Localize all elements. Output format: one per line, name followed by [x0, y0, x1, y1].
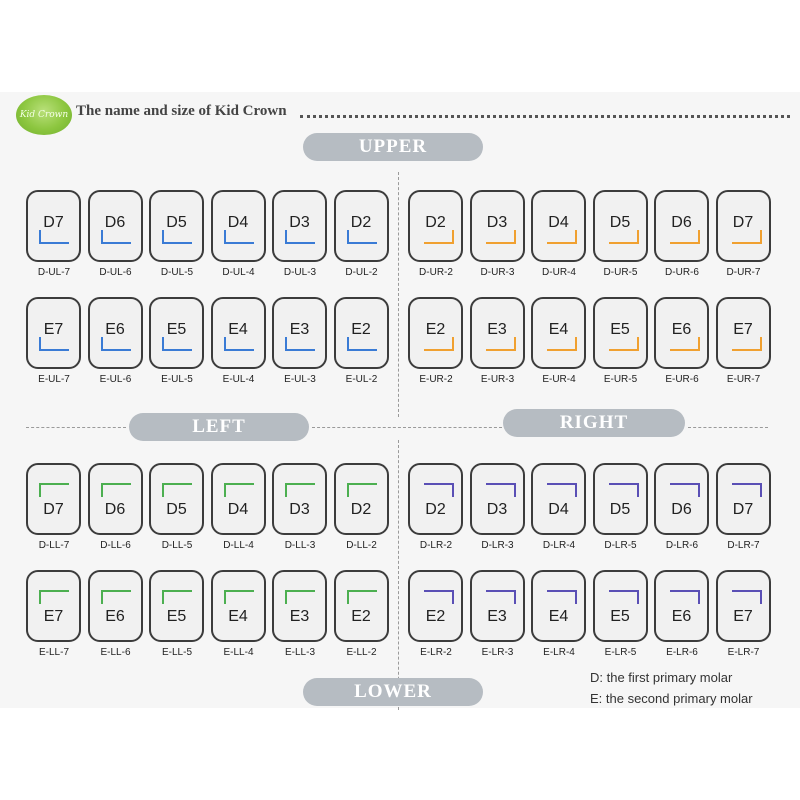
crown-item	[715, 570, 776, 670]
crown-code: D-LL-4	[223, 540, 254, 551]
crown-label: D6	[671, 214, 692, 231]
crown-code: D-UR-5	[603, 267, 638, 278]
quadrant-lower-left	[25, 463, 393, 683]
crown-label: D3	[486, 214, 508, 231]
crown-shape	[470, 190, 525, 262]
crown-size-bracket	[486, 483, 516, 497]
crown-shape	[470, 570, 525, 642]
crown-item	[469, 570, 530, 670]
crown-label: D4	[548, 214, 569, 231]
crown-label: E7	[43, 321, 64, 338]
crown-size-bracket	[162, 590, 192, 604]
crown-code: E-UL-2	[345, 374, 378, 385]
crown-item	[87, 570, 148, 670]
crown-item	[530, 463, 591, 563]
crown-label: E3	[487, 608, 507, 625]
crown-code: E-LR-5	[604, 647, 637, 658]
crown-shape	[26, 297, 81, 369]
crown-item	[87, 297, 148, 397]
crown-shape	[716, 297, 771, 369]
crown-size-bracket	[39, 230, 69, 244]
crown-code: D-LL-7	[38, 540, 70, 551]
crown-shape	[88, 463, 143, 535]
crown-size-bracket	[670, 230, 700, 244]
crown-code: E-UL-4	[222, 374, 255, 385]
crown-item	[210, 190, 271, 290]
crown-code: E-UR-3	[480, 374, 515, 385]
crown-code: D-UR-6	[665, 267, 699, 278]
crown-code: D-LL-5	[161, 540, 193, 551]
quadrant-lower-right	[407, 463, 775, 683]
crown-code: E-UL-6	[99, 374, 132, 385]
crown-label: E3	[289, 321, 310, 338]
crown-shape	[408, 463, 463, 535]
crown-code: E-UL-5	[161, 374, 193, 385]
crown-size-bracket	[424, 337, 454, 351]
crown-item	[592, 190, 653, 290]
crown-size-bracket	[39, 337, 69, 351]
crown-code: E-LL-4	[223, 647, 254, 658]
crown-code: E-UR-5	[603, 374, 638, 385]
crown-code: D-UL-7	[37, 267, 71, 278]
crown-code: E-UL-3	[284, 374, 316, 385]
vertical-divider-lower	[398, 440, 399, 710]
crown-code: E-LL-3	[284, 647, 315, 658]
crown-shape	[26, 570, 81, 642]
crown-shape	[334, 297, 389, 369]
crown-shape	[716, 463, 771, 535]
crown-code: D-UR-2	[419, 267, 453, 278]
crown-label: D3	[486, 501, 508, 518]
crown-code: D-LR-4	[542, 540, 576, 551]
crown-size-bracket	[609, 337, 639, 351]
crown-shape	[593, 190, 648, 262]
crown-size-bracket	[486, 337, 516, 351]
crown-item	[333, 463, 394, 563]
crown-item	[469, 463, 530, 563]
crown-size-bracket	[162, 230, 192, 244]
crown-item	[333, 190, 394, 290]
crown-size-bracket	[101, 337, 131, 351]
crown-size-bracket	[101, 590, 131, 604]
crown-code: D-LL-6	[100, 540, 131, 551]
logo-text: Kid Crown	[19, 110, 69, 120]
crown-code: E-LR-4	[543, 647, 575, 658]
crown-size-bracket	[39, 590, 69, 604]
crown-code: E-LR-7	[727, 647, 760, 658]
crown-item	[530, 570, 591, 670]
crown-size-bracket	[547, 590, 577, 604]
vertical-divider-upper	[398, 172, 399, 417]
crown-shape	[531, 570, 586, 642]
crown-label: D2	[350, 501, 372, 518]
upper-label: UPPER	[303, 133, 483, 161]
crown-shape	[716, 190, 771, 262]
crown-label: D3	[289, 501, 310, 518]
crown-size-bracket	[424, 590, 454, 604]
crown-label: E4	[228, 608, 248, 625]
crown-label: E3	[289, 608, 310, 625]
crown-label: E4	[548, 608, 569, 625]
crown-label: E5	[610, 321, 630, 338]
crown-label: D5	[609, 501, 631, 518]
crown-item	[148, 297, 209, 397]
crown-code: D-LL-3	[284, 540, 316, 551]
crown-label: E7	[733, 321, 753, 338]
crown-size-bracket	[670, 483, 700, 497]
crown-item	[715, 190, 776, 290]
crown-size-bracket	[285, 230, 315, 244]
crown-shape	[211, 463, 266, 535]
crown-shape	[334, 190, 389, 262]
horizontal-divider-left	[26, 427, 126, 428]
crown-label: D5	[166, 214, 187, 231]
crown-item	[715, 297, 776, 397]
crown-shape	[408, 190, 463, 262]
crown-label: E2	[351, 608, 371, 625]
crown-item	[271, 570, 332, 670]
crown-shape	[88, 297, 143, 369]
crown-shape	[716, 570, 771, 642]
crown-size-bracket	[670, 337, 700, 351]
crown-size-bracket	[424, 483, 454, 497]
crown-item	[715, 463, 776, 563]
crown-code: E-LR-2	[420, 647, 452, 658]
crown-label: E5	[610, 608, 630, 625]
crown-item	[148, 463, 209, 563]
crown-label: D2	[425, 214, 446, 231]
crown-item	[530, 297, 591, 397]
crown-label: D7	[732, 214, 754, 231]
crown-label: E7	[43, 608, 64, 625]
crown-size-bracket	[347, 337, 377, 351]
crown-size-bracket	[732, 590, 762, 604]
crown-size-bracket	[285, 590, 315, 604]
legend-e: E: the second primary molar	[590, 691, 753, 706]
crown-item	[210, 463, 271, 563]
crown-label: D2	[425, 501, 446, 518]
crown-size-bracket	[547, 483, 577, 497]
crown-shape	[654, 463, 709, 535]
crown-size-bracket	[424, 230, 454, 244]
quadrant-upper-left	[25, 190, 393, 410]
crown-label: E2	[351, 321, 371, 338]
crown-code: D-LR-2	[419, 540, 453, 551]
crown-item	[210, 297, 271, 397]
crown-code: D-UR-3	[480, 267, 515, 278]
legend-d: D: the first primary molar	[590, 670, 733, 685]
crown-shape	[272, 190, 327, 262]
crown-code: E-LR-6	[666, 647, 698, 658]
crown-code: E-UR-6	[665, 374, 699, 385]
crown-label: E2	[425, 608, 446, 625]
left-label: LEFT	[129, 413, 309, 441]
crown-shape	[272, 297, 327, 369]
crown-label: E5	[166, 608, 187, 625]
crown-shape	[88, 570, 143, 642]
crown-item	[407, 463, 468, 563]
crown-item	[87, 463, 148, 563]
crown-code: E-LL-6	[100, 647, 131, 658]
quadrant-upper-right	[407, 190, 775, 410]
crown-shape	[531, 190, 586, 262]
crown-shape	[211, 570, 266, 642]
crown-code: D-LR-6	[665, 540, 699, 551]
crown-shape	[149, 297, 204, 369]
crown-code: D-LR-3	[481, 540, 514, 551]
crown-item	[407, 570, 468, 670]
horizontal-divider-center	[312, 427, 502, 428]
crown-code: D-LL-2	[346, 540, 377, 551]
crown-size-bracket	[609, 230, 639, 244]
crown-label: D5	[609, 214, 631, 231]
crown-label: D5	[166, 501, 187, 518]
crown-shape	[408, 297, 463, 369]
crown-size-bracket	[162, 483, 192, 497]
crown-shape	[531, 297, 586, 369]
crown-item	[469, 297, 530, 397]
crown-item	[25, 297, 86, 397]
crown-label: E6	[105, 321, 125, 338]
crown-code: D-UL-5	[160, 267, 194, 278]
crown-size-bracket	[347, 590, 377, 604]
crown-label: D4	[227, 501, 249, 518]
crown-code: D-UL-4	[222, 267, 255, 278]
crown-item	[87, 190, 148, 290]
crown-size-bracket	[101, 483, 131, 497]
crown-code: E-UL-7	[38, 374, 70, 385]
crown-label: E4	[228, 321, 248, 338]
crown-label: D2	[350, 214, 372, 231]
crown-shape	[470, 463, 525, 535]
crown-shape	[211, 190, 266, 262]
crown-label: D7	[732, 501, 754, 518]
crown-size-bracket	[224, 483, 254, 497]
crown-size-bracket	[347, 230, 377, 244]
crown-shape	[26, 463, 81, 535]
crown-shape	[272, 570, 327, 642]
crown-size-bracket	[732, 337, 762, 351]
crown-size-bracket	[224, 590, 254, 604]
crown-item	[653, 297, 714, 397]
horizontal-divider-right	[688, 427, 768, 428]
crown-shape	[334, 570, 389, 642]
crown-item	[271, 463, 332, 563]
kid-crown-logo	[16, 95, 72, 135]
crown-label: D6	[104, 214, 126, 231]
crown-shape	[334, 463, 389, 535]
crown-label: E7	[733, 608, 753, 625]
crown-item	[271, 297, 332, 397]
crown-shape	[593, 570, 648, 642]
crown-shape	[654, 190, 709, 262]
crown-shape	[149, 570, 204, 642]
lower-label: LOWER	[303, 678, 483, 706]
crown-item	[25, 463, 86, 563]
crown-size-bracket	[486, 230, 516, 244]
page-title: The name and size of Kid Crown	[76, 103, 287, 119]
crown-code: E-UR-2	[419, 374, 453, 385]
crown-item	[592, 463, 653, 563]
crown-label: E6	[105, 608, 125, 625]
crown-size-bracket	[609, 590, 639, 604]
crown-label: D4	[548, 501, 569, 518]
crown-size-bracket	[670, 590, 700, 604]
crown-shape	[26, 190, 81, 262]
crown-item	[333, 297, 394, 397]
crown-shape	[211, 297, 266, 369]
crown-item	[407, 297, 468, 397]
crown-size-bracket	[547, 337, 577, 351]
crown-code: D-UL-6	[99, 267, 132, 278]
crown-shape	[408, 570, 463, 642]
crown-code: E-LR-3	[481, 647, 514, 658]
crown-code: E-UR-4	[542, 374, 576, 385]
crown-item	[148, 570, 209, 670]
crown-code: D-UL-3	[283, 267, 317, 278]
crown-size-bracket	[285, 483, 315, 497]
crown-size-bracket	[224, 230, 254, 244]
crown-item	[210, 570, 271, 670]
crown-shape	[149, 190, 204, 262]
crown-code: E-UR-7	[726, 374, 761, 385]
crown-size-bracket	[609, 483, 639, 497]
crown-label: E5	[166, 321, 187, 338]
crown-item	[653, 463, 714, 563]
crown-size-bracket	[347, 483, 377, 497]
crown-code: D-UR-4	[542, 267, 576, 278]
crown-size-bracket	[224, 337, 254, 351]
crown-size-bracket	[486, 590, 516, 604]
crown-label: D6	[104, 501, 126, 518]
crown-label: D7	[43, 214, 64, 231]
crown-size-bracket	[162, 337, 192, 351]
crown-size-bracket	[285, 337, 315, 351]
crown-item	[592, 570, 653, 670]
crown-shape	[654, 570, 709, 642]
crown-code: D-LR-5	[604, 540, 637, 551]
crown-code: E-LL-7	[38, 647, 69, 658]
crown-shape	[593, 463, 648, 535]
crown-size-bracket	[732, 230, 762, 244]
right-label: RIGHT	[503, 409, 685, 437]
crown-label: D7	[43, 501, 64, 518]
crown-size-bracket	[547, 230, 577, 244]
crown-label: D6	[671, 501, 692, 518]
crown-code: D-LR-7	[727, 540, 760, 551]
crown-item	[592, 297, 653, 397]
crown-label: D4	[227, 214, 249, 231]
crown-item	[653, 190, 714, 290]
crown-item	[271, 190, 332, 290]
crown-code: E-LL-5	[161, 647, 192, 658]
crown-shape	[272, 463, 327, 535]
title-dotted-rule	[300, 115, 790, 118]
crown-label: E3	[487, 321, 507, 338]
crown-code: E-LL-2	[346, 647, 377, 658]
crown-size-bracket	[101, 230, 131, 244]
crown-label: E4	[548, 321, 569, 338]
crown-item	[530, 190, 591, 290]
crown-shape	[654, 297, 709, 369]
crown-item	[653, 570, 714, 670]
crown-label: E6	[671, 321, 692, 338]
crown-code: D-UL-2	[345, 267, 378, 278]
crown-label: E6	[671, 608, 692, 625]
crown-item	[25, 190, 86, 290]
crown-label: D3	[289, 214, 310, 231]
crown-shape	[593, 297, 648, 369]
crown-item	[25, 570, 86, 670]
crown-shape	[470, 297, 525, 369]
crown-size-bracket	[732, 483, 762, 497]
crown-item	[333, 570, 394, 670]
crown-shape	[531, 463, 586, 535]
crown-size-bracket	[39, 483, 69, 497]
crown-item	[407, 190, 468, 290]
crown-label: E2	[425, 321, 446, 338]
crown-item	[148, 190, 209, 290]
crown-shape	[149, 463, 204, 535]
crown-item	[469, 190, 530, 290]
crown-code: D-UR-7	[726, 267, 761, 278]
crown-shape	[88, 190, 143, 262]
